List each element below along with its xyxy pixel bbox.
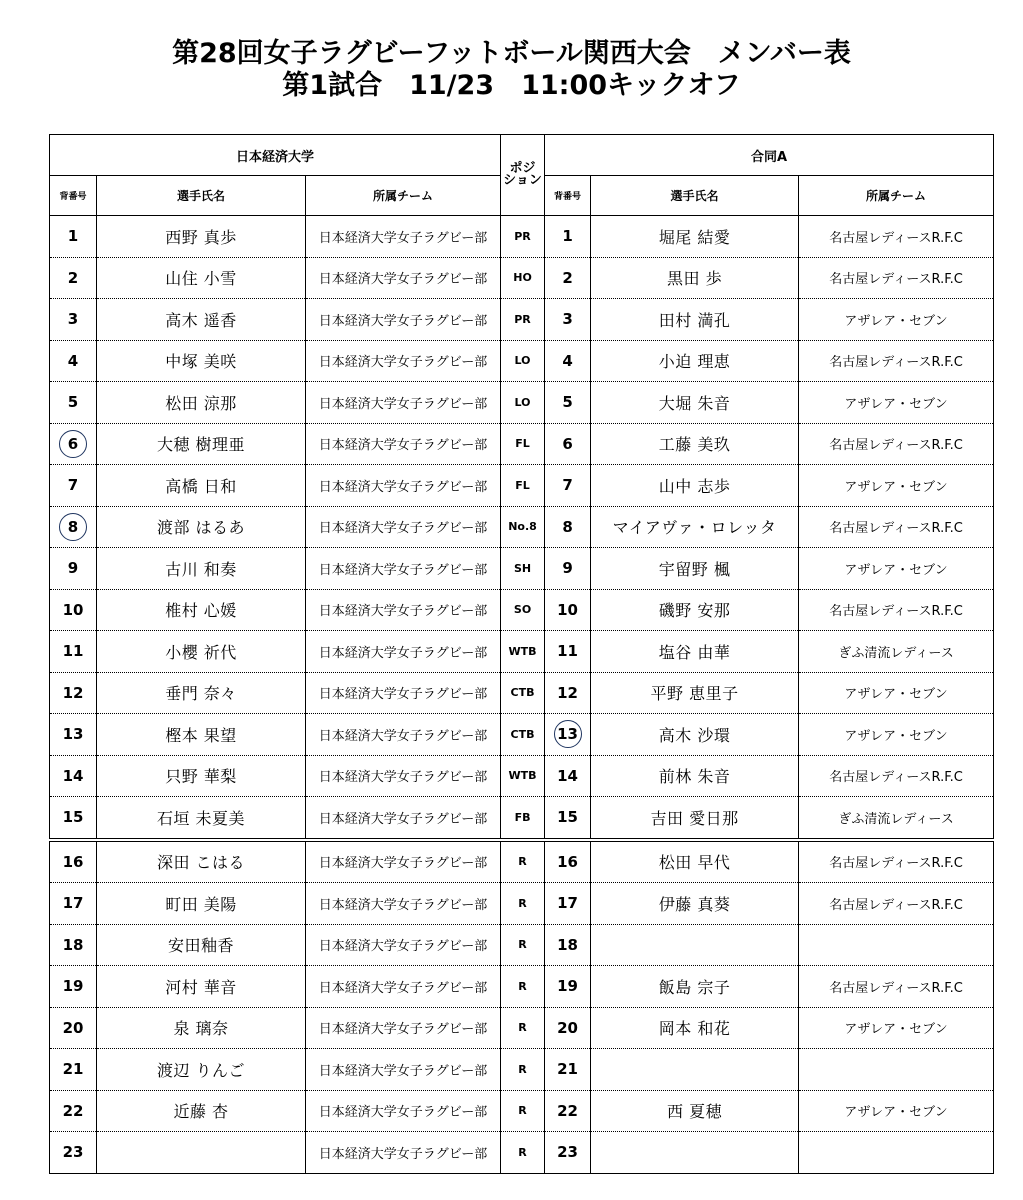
left-player-name: 石垣 未夏美 — [97, 797, 306, 840]
left-player-name: 近藤 杏 — [97, 1090, 306, 1132]
left-jersey-number: 21 — [50, 1049, 97, 1091]
left-jersey-number: 20 — [50, 1007, 97, 1049]
position: SH — [501, 548, 545, 590]
right-player-team: アザレア・セブン — [799, 714, 994, 756]
table-row — [50, 1132, 994, 1174]
right-player-team: アザレア・セブン — [799, 1007, 994, 1049]
left-jersey-number: 18 — [50, 924, 97, 966]
right-number-header: 背番号 — [545, 176, 591, 216]
right-jersey-number: 11 — [545, 631, 591, 673]
left-player-team: 日本経済大学女子ラグビー部 — [306, 1007, 501, 1049]
left-jersey-number-cell — [50, 423, 97, 465]
position: WTB — [501, 755, 545, 797]
left-player-team: 日本経済大学女子ラグビー部 — [306, 840, 501, 883]
right-player-team: 名古屋レディースR.F.C — [799, 216, 994, 258]
left-player-team: 日本経済大学女子ラグビー部 — [306, 924, 501, 966]
right-jersey-number: 23 — [545, 1132, 591, 1174]
right-player-team: アザレア・セブン — [799, 465, 994, 507]
left-player-team: 日本経済大学女子ラグビー部 — [306, 797, 501, 840]
page-title: 第28回女子ラグビーフットボール関西大会 メンバー表 — [172, 38, 851, 69]
right-team-header: 所属チーム — [799, 176, 994, 216]
left-jersey-number: 9 — [50, 548, 97, 590]
right-player-name: 平野 恵里子 — [591, 672, 799, 714]
left-player-name: 西野 真歩 — [97, 216, 306, 258]
left-jersey-number: 7 — [50, 465, 97, 507]
right-player-team: アザレア・セブン — [799, 382, 994, 424]
left-player-team: 日本経済大学女子ラグビー部 — [306, 883, 501, 925]
left-name-header: 選手氏名 — [97, 176, 306, 216]
table-row — [50, 465, 994, 507]
captain-circled-number: 8 — [59, 513, 87, 541]
left-player-name: 只野 華梨 — [97, 755, 306, 797]
table-row — [50, 797, 994, 840]
left-jersey-number: 19 — [50, 966, 97, 1008]
right-player-name: 前林 朱音 — [591, 755, 799, 797]
right-player-name: 塩谷 由華 — [591, 631, 799, 673]
left-jersey-number: 14 — [50, 755, 97, 797]
right-player-name — [591, 1132, 799, 1174]
left-player-name: 小櫻 祈代 — [97, 631, 306, 673]
right-player-name: 伊藤 真葵 — [591, 883, 799, 925]
right-player-name: 高木 沙環 — [591, 714, 799, 756]
right-player-name: 飯島 宗子 — [591, 966, 799, 1008]
position: LO — [501, 382, 545, 424]
position: No.8 — [501, 506, 545, 548]
left-jersey-number: 23 — [50, 1132, 97, 1174]
right-player-name — [591, 924, 799, 966]
left-player-team: 日本経済大学女子ラグビー部 — [306, 589, 501, 631]
right-player-name: 宇留野 楓 — [591, 548, 799, 590]
right-jersey-number: 14 — [545, 755, 591, 797]
right-jersey-number: 2 — [545, 257, 591, 299]
table-row — [50, 924, 994, 966]
right-jersey-number: 1 — [545, 216, 591, 258]
left-jersey-number: 5 — [50, 382, 97, 424]
left-player-name: 渡部 はるあ — [97, 506, 306, 548]
left-jersey-number: 15 — [50, 797, 97, 840]
team-header-row — [50, 135, 994, 176]
position: R — [501, 840, 545, 883]
table-row — [50, 382, 994, 424]
left-player-name: 椎村 心媛 — [97, 589, 306, 631]
table-row — [50, 340, 994, 382]
left-player-team: 日本経済大学女子ラグビー部 — [306, 257, 501, 299]
left-jersey-number: 11 — [50, 631, 97, 673]
right-player-name: 西 夏穂 — [591, 1090, 799, 1132]
left-player-name: 渡辺 りんご — [97, 1049, 306, 1091]
right-player-team: ぎふ清流レディース — [799, 631, 994, 673]
left-player-team: 日本経済大学女子ラグビー部 — [306, 299, 501, 341]
right-player-name: 岡本 和花 — [591, 1007, 799, 1049]
right-jersey-number: 3 — [545, 299, 591, 341]
right-jersey-number: 21 — [545, 1049, 591, 1091]
right-jersey-number: 9 — [545, 548, 591, 590]
right-player-name: 田村 満孔 — [591, 299, 799, 341]
left-team-name: 日本経済大学 — [50, 135, 501, 176]
right-jersey-number-cell — [545, 714, 591, 756]
right-player-team — [799, 1049, 994, 1091]
left-player-name: 深田 こはる — [97, 840, 306, 883]
position-label: ポジ ション — [503, 161, 542, 188]
table-row — [50, 883, 994, 925]
position: R — [501, 966, 545, 1008]
position: FL — [501, 465, 545, 507]
left-number-header: 背番号 — [50, 176, 97, 216]
position-header — [501, 135, 545, 216]
left-team-header: 所属チーム — [306, 176, 501, 216]
left-player-name: 安田釉香 — [97, 924, 306, 966]
right-player-name: 堀尾 結愛 — [591, 216, 799, 258]
left-player-name: 松田 涼那 — [97, 382, 306, 424]
left-player-name: 樫本 果望 — [97, 714, 306, 756]
left-player-team: 日本経済大学女子ラグビー部 — [306, 506, 501, 548]
table-row — [50, 548, 994, 590]
right-player-name: 工藤 美玖 — [591, 423, 799, 465]
left-jersey-number: 22 — [50, 1090, 97, 1132]
left-player-team: 日本経済大学女子ラグビー部 — [306, 340, 501, 382]
left-player-team: 日本経済大学女子ラグビー部 — [306, 631, 501, 673]
right-player-team — [799, 1132, 994, 1174]
position: PR — [501, 216, 545, 258]
right-player-team: 名古屋レディースR.F.C — [799, 257, 994, 299]
right-player-team: アザレア・セブン — [799, 299, 994, 341]
left-player-name: 垂門 奈々 — [97, 672, 306, 714]
position: LO — [501, 340, 545, 382]
left-jersey-number: 12 — [50, 672, 97, 714]
position: SO — [501, 589, 545, 631]
table-row — [50, 589, 994, 631]
table-row — [50, 216, 994, 258]
right-jersey-number: 8 — [545, 506, 591, 548]
right-player-team: 名古屋レディースR.F.C — [799, 589, 994, 631]
left-player-name: 泉 璃奈 — [97, 1007, 306, 1049]
left-player-name: 高橋 日和 — [97, 465, 306, 507]
left-jersey-number: 10 — [50, 589, 97, 631]
right-player-name: 山中 志歩 — [591, 465, 799, 507]
right-player-name: 黒田 歩 — [591, 257, 799, 299]
table-row — [50, 631, 994, 673]
right-jersey-number: 12 — [545, 672, 591, 714]
position: R — [501, 1132, 545, 1174]
captain-circled-number: 13 — [554, 720, 582, 748]
table-row — [50, 714, 994, 756]
right-player-team: 名古屋レディースR.F.C — [799, 883, 994, 925]
position: FL — [501, 423, 545, 465]
right-jersey-number: 22 — [545, 1090, 591, 1132]
left-player-name: 古川 和奏 — [97, 548, 306, 590]
table-row — [50, 257, 994, 299]
right-jersey-number: 7 — [545, 465, 591, 507]
left-player-name: 高木 遥香 — [97, 299, 306, 341]
right-player-name: マイアヴァ・ロレッタ — [591, 506, 799, 548]
right-jersey-number: 6 — [545, 423, 591, 465]
right-jersey-number: 16 — [545, 840, 591, 883]
table-row — [50, 672, 994, 714]
left-jersey-number: 2 — [50, 257, 97, 299]
right-player-name: 吉田 愛日那 — [591, 797, 799, 840]
left-jersey-number: 16 — [50, 840, 97, 883]
position: R — [501, 1090, 545, 1132]
right-jersey-number: 10 — [545, 589, 591, 631]
left-jersey-number: 3 — [50, 299, 97, 341]
roster-table — [49, 134, 994, 1174]
right-player-team: アザレア・セブン — [799, 548, 994, 590]
position: R — [501, 1049, 545, 1091]
table-row — [50, 1090, 994, 1132]
table-row — [50, 1007, 994, 1049]
right-jersey-number: 15 — [545, 797, 591, 840]
table-row — [50, 755, 994, 797]
left-player-team: 日本経済大学女子ラグビー部 — [306, 548, 501, 590]
position: CTB — [501, 672, 545, 714]
left-player-team: 日本経済大学女子ラグビー部 — [306, 1090, 501, 1132]
right-jersey-number: 5 — [545, 382, 591, 424]
position: PR — [501, 299, 545, 341]
right-jersey-number: 20 — [545, 1007, 591, 1049]
right-player-team: 名古屋レディースR.F.C — [799, 840, 994, 883]
left-player-team: 日本経済大学女子ラグビー部 — [306, 672, 501, 714]
table-row — [50, 840, 994, 883]
right-player-name: 大堀 朱音 — [591, 382, 799, 424]
position: R — [501, 1007, 545, 1049]
left-player-team: 日本経済大学女子ラグビー部 — [306, 714, 501, 756]
left-jersey-number: 13 — [50, 714, 97, 756]
left-jersey-number: 1 — [50, 216, 97, 258]
captain-circled-number: 6 — [59, 430, 87, 458]
position: CTB — [501, 714, 545, 756]
left-player-team: 日本経済大学女子ラグビー部 — [306, 1132, 501, 1174]
right-jersey-number: 19 — [545, 966, 591, 1008]
right-jersey-number: 18 — [545, 924, 591, 966]
right-jersey-number: 17 — [545, 883, 591, 925]
table-row — [50, 506, 994, 548]
right-player-team: 名古屋レディースR.F.C — [799, 755, 994, 797]
left-player-team: 日本経済大学女子ラグビー部 — [306, 755, 501, 797]
left-player-name: 中塚 美咲 — [97, 340, 306, 382]
left-player-team: 日本経済大学女子ラグビー部 — [306, 465, 501, 507]
right-player-name: 磯野 安那 — [591, 589, 799, 631]
left-jersey-number-cell — [50, 506, 97, 548]
position: HO — [501, 257, 545, 299]
right-player-name: 松田 早代 — [591, 840, 799, 883]
left-player-name: 大穂 樹理亜 — [97, 423, 306, 465]
left-jersey-number: 4 — [50, 340, 97, 382]
left-jersey-number: 17 — [50, 883, 97, 925]
left-player-team: 日本経済大学女子ラグビー部 — [306, 1049, 501, 1091]
left-player-team: 日本経済大学女子ラグビー部 — [306, 382, 501, 424]
table-row — [50, 423, 994, 465]
left-player-name: 山住 小雪 — [97, 257, 306, 299]
position: R — [501, 883, 545, 925]
table-row — [50, 966, 994, 1008]
left-player-team: 日本経済大学女子ラグビー部 — [306, 966, 501, 1008]
position: WTB — [501, 631, 545, 673]
right-player-name: 小迫 理恵 — [591, 340, 799, 382]
left-player-team: 日本経済大学女子ラグビー部 — [306, 216, 501, 258]
left-player-name: 町田 美陽 — [97, 883, 306, 925]
right-player-team: ぎふ清流レディース — [799, 797, 994, 840]
right-jersey-number: 4 — [545, 340, 591, 382]
match-subtitle: 第1試合 11/23 11:00キックオフ — [282, 70, 741, 101]
left-player-team: 日本経済大学女子ラグビー部 — [306, 423, 501, 465]
table-row — [50, 1049, 994, 1091]
right-player-name — [591, 1049, 799, 1091]
right-player-team: アザレア・セブン — [799, 672, 994, 714]
right-name-header: 選手氏名 — [591, 176, 799, 216]
right-player-team: 名古屋レディースR.F.C — [799, 340, 994, 382]
position: FB — [501, 797, 545, 840]
right-player-team: 名古屋レディースR.F.C — [799, 966, 994, 1008]
right-team-name: 合同A — [545, 135, 994, 176]
table-row — [50, 299, 994, 341]
position: R — [501, 924, 545, 966]
right-player-team — [799, 924, 994, 966]
right-player-team: 名古屋レディースR.F.C — [799, 506, 994, 548]
left-player-name — [97, 1132, 306, 1174]
right-player-team: 名古屋レディースR.F.C — [799, 423, 994, 465]
right-player-team: アザレア・セブン — [799, 1090, 994, 1132]
left-player-name: 河村 華音 — [97, 966, 306, 1008]
